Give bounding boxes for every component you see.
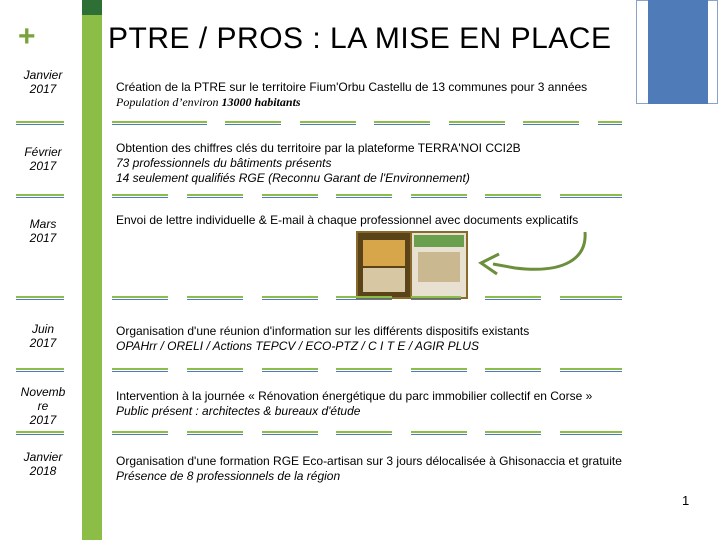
entry-line: Intervention à la journée « Rénovation énergétique du parc immobilier collectif en Corse » — [116, 389, 593, 403]
date-separator — [16, 431, 64, 433]
slide-title: PTRE / PROS : LA MISE EN PLACE — [108, 22, 612, 55]
timeline-entry — [116, 454, 676, 484]
entry-line: OPAHrr / ORELI / Actions TEPCV / ECO-PTZ / C I T E / AGIR PLUS — [116, 339, 479, 353]
timeline-entry — [116, 324, 676, 354]
date-separator — [16, 296, 64, 298]
entry-line: Envoi de lettre individuelle & E-mail à chaque professionnel avec documents explicatifs — [116, 213, 579, 227]
entry-line: Présence de 8 professionnels de la région — [116, 469, 341, 483]
flyer-text-graphic — [363, 268, 405, 292]
page-number: 1 — [682, 493, 690, 508]
entry-line: Création de la PTRE sur le territoire Fium'Orbu Castellu de 13 communes pour 3 années — [116, 80, 588, 94]
curved-arrow-icon — [475, 228, 595, 288]
entry-line: Population d’environ 13000 habitants — [116, 95, 301, 109]
entry-separator — [112, 194, 622, 198]
flyer-header-graphic — [363, 240, 405, 266]
entry-line: Organisation d'une réunion d'information sur les différents dispositifs existants — [116, 324, 530, 338]
entry-line: 14 seulement qualifiés RGE (Reconnu Garant de l'Environnement) — [116, 171, 470, 185]
sidebar-accent-dark — [82, 0, 102, 15]
entry-separator — [112, 368, 622, 372]
timeline-date: Février 2017 — [24, 145, 62, 173]
entry-line: Public présent : architectes & bureaux d'étude — [116, 404, 361, 418]
timeline-entry — [116, 141, 676, 186]
timeline-entry — [116, 389, 676, 419]
timeline-date: Novemb re 2017 — [20, 385, 66, 427]
plus-icon: + — [18, 20, 36, 53]
timeline-date: Mars 2017 — [29, 217, 57, 245]
letter-body-graphic — [418, 252, 460, 282]
date-separator — [16, 121, 64, 123]
entry-line: Organisation d'une formation RGE Eco-artisan sur 3 jours délocalisée à Ghisonaccia et gratuite — [116, 454, 622, 468]
letter-header-graphic — [414, 235, 464, 247]
sidebar-accent-bar — [82, 15, 102, 540]
entry-separator — [112, 296, 622, 300]
timeline-date: Janvier 2018 — [23, 450, 63, 478]
timeline-entry — [116, 80, 676, 110]
date-separator — [16, 368, 64, 370]
date-separator — [16, 194, 64, 196]
entry-separator — [112, 431, 622, 435]
entry-separator — [112, 121, 622, 125]
timeline-date: Janvier 2017 — [23, 68, 63, 96]
timeline-entry — [116, 213, 676, 228]
entry-line: 73 professionnels du bâtiments présents — [116, 156, 332, 170]
timeline-date: Juin 2017 — [29, 322, 57, 350]
entry-line: Obtention des chiffres clés du territoire par la plateforme TERRA'NOI CCI2B — [116, 141, 521, 155]
